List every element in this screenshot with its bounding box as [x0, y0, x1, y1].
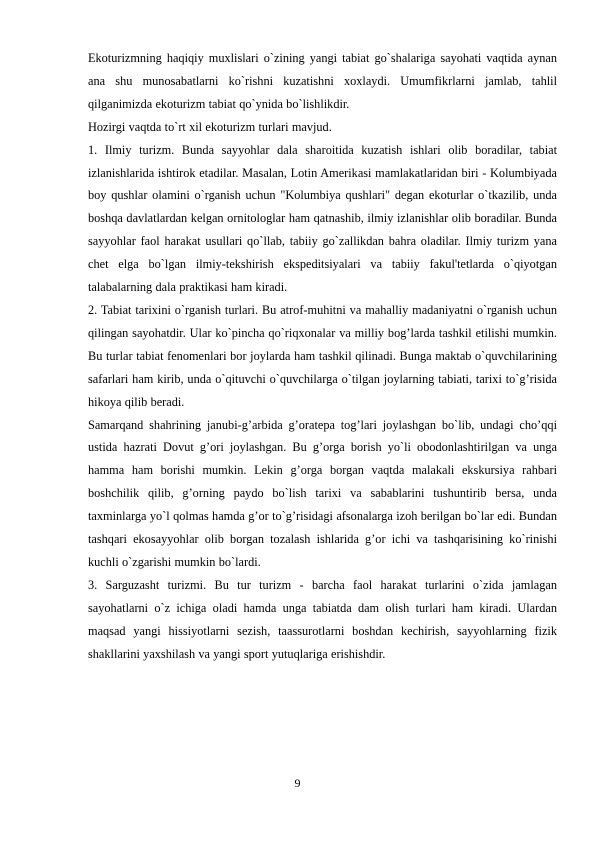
paragraph-intro: Ekoturizmning haqiqiy muxlislari o`zining yangi tabiat go`shalariga sayohati vaqtida aynan ana shu munosabatlarni ko`rishni kuzatishni xoxlaydi. Umumfikrlarni jamlab, tahlil qilganimizda ekoturizm tabiat qo`ynida bo`lishlikdir.	[88, 51, 557, 111]
paragraph-nature-history: 2. Tabiat tarixini o`rganish turlari. Bu atrof-muhitni va mahalliy madaniyatni o`rganish uchun qilingan sayohatdir. Ular ko`pincha qo`riqxonalar va milliy bog’larda tashkil etilishi mumkin. Bu turlar tabiat fenomenlari bor joylarda ham tashkil qilinadi. Bunga maktab o`quvchilarining safarlari ham kirib, unda o`qituvchi o`quvchilarga o`tilgan joylarning tabiati, tarixi to`g’risida hikoya qilib beradi.	[88, 302, 557, 409]
document-page	[88, 47, 557, 665]
paragraph-adventure-tourism: 3. Sarguzasht turizmi. Bu tur turizm - barcha faol harakat turlarini o`zida jamlagan sayohatlarni o`z ichiga oladi hamda unga tabiatda dam olish turlari ham kiradi. Ulardan maqsad yangi hissiyotlarni sezish, taassurotlarni boshdan kechirish, sayyohlarning fizik shakllarini yaxshilash va yangi sport yutuqlariga erishishdir.	[88, 577, 557, 661]
paragraph-scientific-tourism: 1. Ilmiy turizm. Bunda sayyohlar dala sharoitida kuzatish ishlari olib boradilar, tabiat izlanishlarida ishtirok etadilar. Masalan, Lotin Amerikasi mamlakatlaridan biri - Kolumbiyada boy qushlar olamini o`rganish uchun "Kolumbiya qushlari" degan ekoturlar o`tkazilib, unda boshqa davlatlardan kelgan ornitologlar ham qatnashib, ilmiy izlanishlar olib boradilar. Bunda sayyohlar faol harakat usullari qo`llab, tabiiy go`zallikdan bahra oladilar. Ilmiy turizm yana chet elga bo`lgan ilmiy-tekshirish ekspeditsiyalari va tabiiy fakul'tetlarda o`qiyotgan talabalarning dala praktikasi ham kiradi.	[88, 142, 557, 295]
paragraph-types-heading: Hozirgi vaqtda to`rt xil ekoturizm turlari mavjud.	[88, 119, 332, 134]
page-number: 9	[294, 776, 301, 790]
paragraph-samarqand: Samarqand shahrining janubi-g’arbida g’oratepa tog’lari joylashgan bo`lib, undagi cho’qqi ustida hazrati Dovut g’ori joylashgan. Bu g’orga borish yo`li obodonlashtirilgan va unga hamma ham borishi mumkin. Lekin g’orga borgan vaqtda malakali ekskursiya rahbari boshchilik qilib, g’orning paydo bo`lish tarixi vа sabablarini tushuntirib bersa, unda taxminlarga yo`l qolmas hamda g’or to`g’risidagi afsonalarga izoh berilgan bo`lar edi. Bundan tashqari ekosayyohlar olib borgan tozalash ishlarida g’or ichi va tashqarisining ko`rinishi kuchli o`zgarishi mumkin bo`lardi.	[88, 417, 557, 569]
